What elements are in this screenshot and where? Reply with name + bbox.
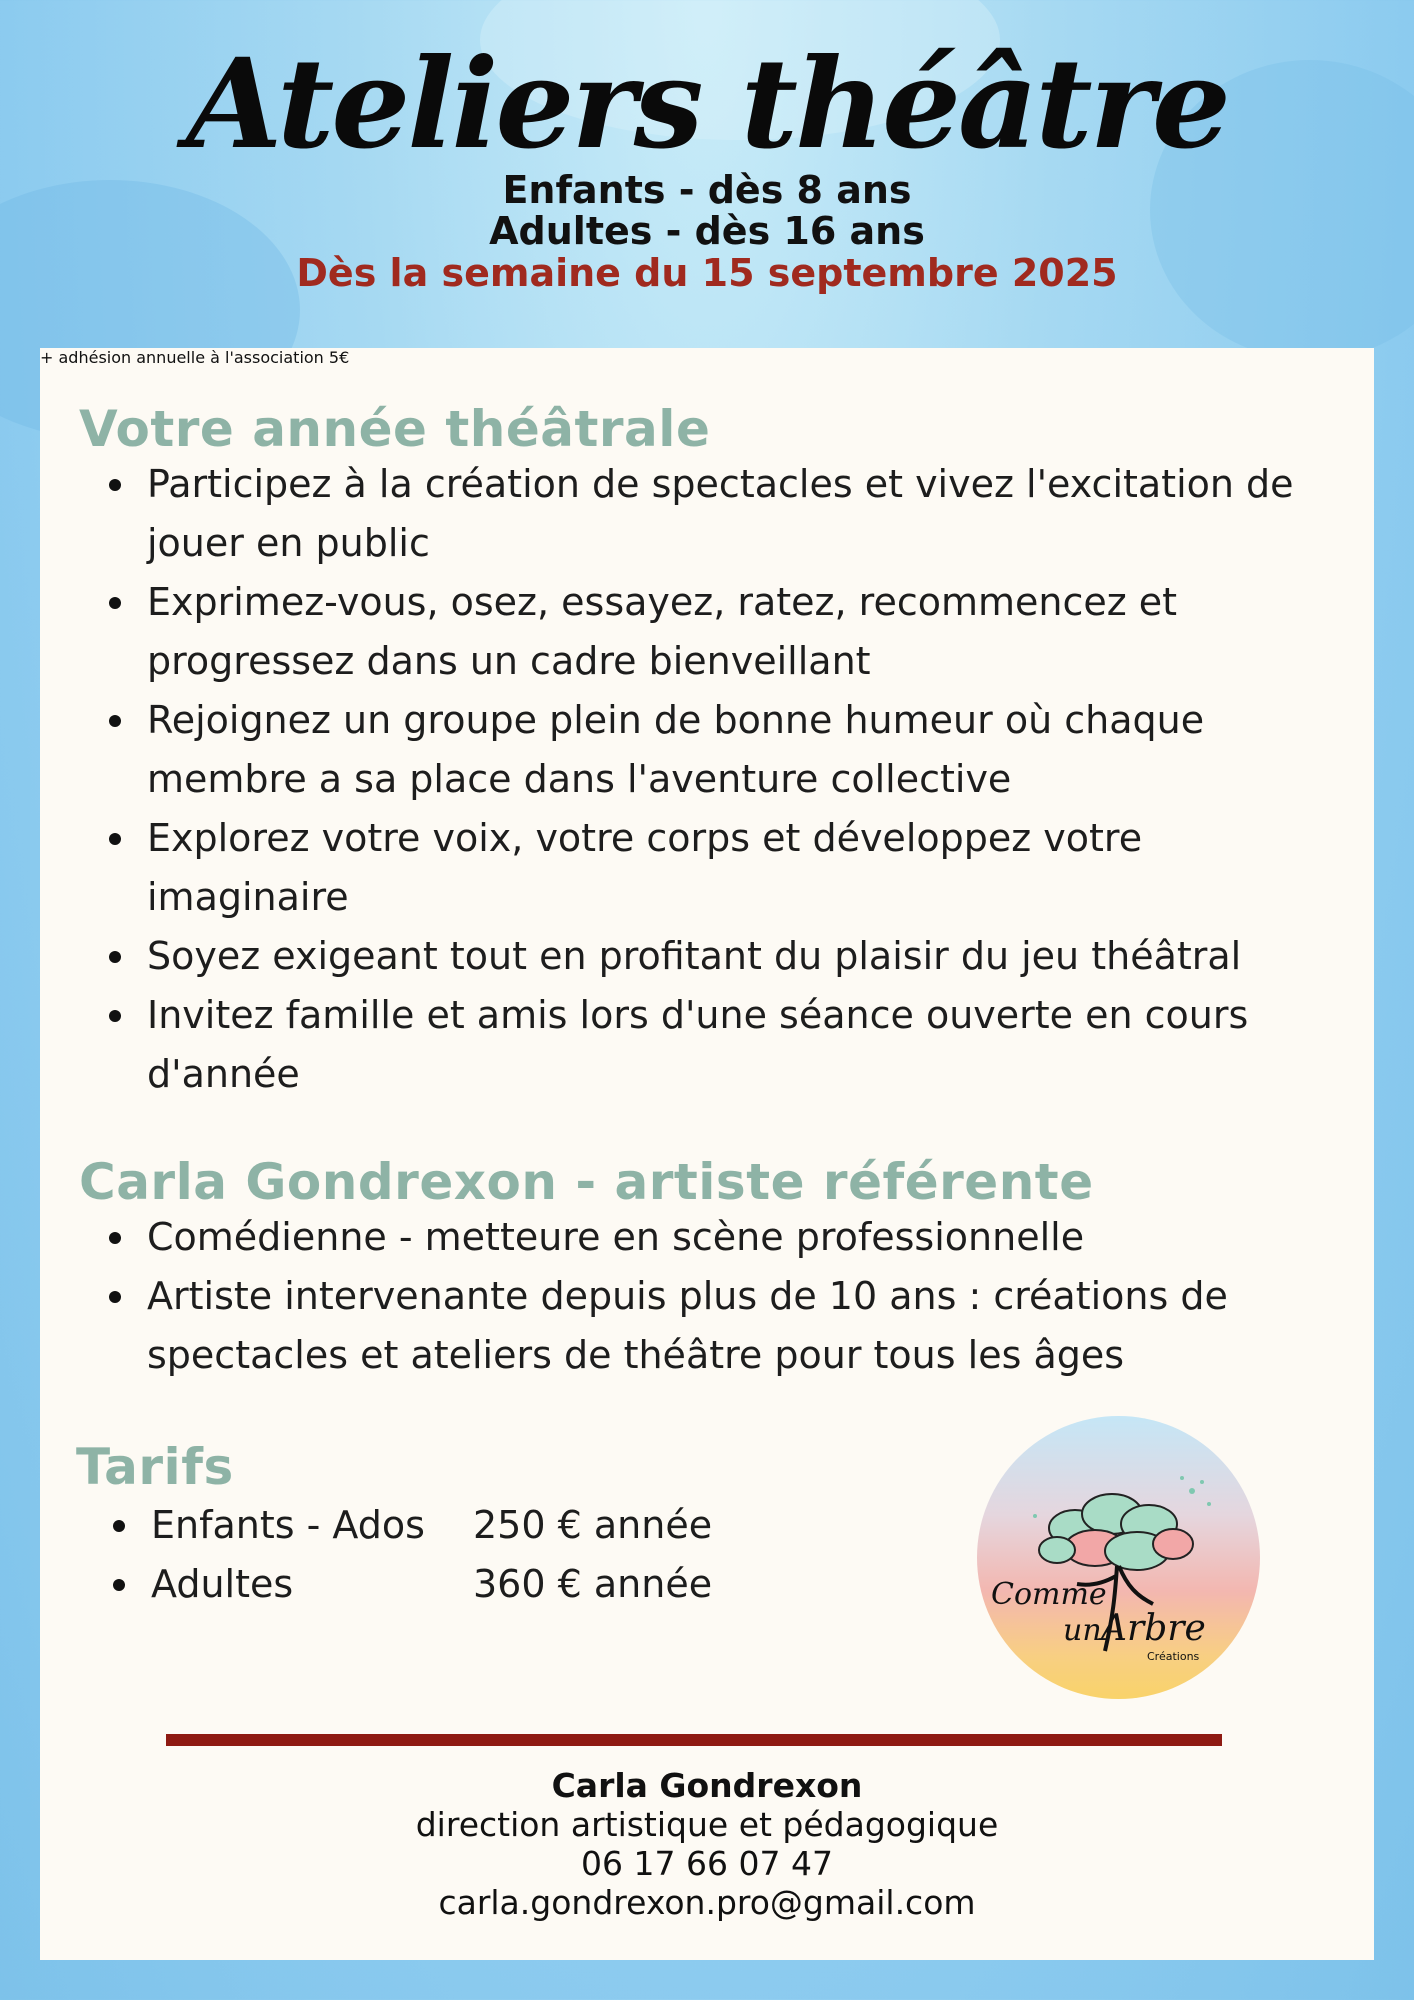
contact-name: Carla Gondrexon — [551, 1766, 863, 1805]
price-value: 250 € année — [473, 1503, 713, 1547]
contact-phone[interactable]: 06 17 66 07 47 — [581, 1844, 833, 1883]
artist-section-title: Carla Gondrexon - artiste référente — [79, 1153, 1094, 1211]
price-label: Adultes — [151, 1562, 294, 1606]
audience-adults: Adultes - dès 16 ans — [489, 209, 925, 253]
price-value: 360 € année — [473, 1562, 713, 1606]
year-section-title: Votre année théâtrale — [79, 400, 711, 458]
page-title: Ateliers théâtre — [186, 32, 1228, 177]
pricing-list — [151, 1496, 851, 1614]
list-item: Explorez votre voix, votre corps et développez votre imaginaire — [147, 809, 1327, 927]
audience-children: Enfants - dès 8 ans — [502, 168, 912, 212]
pricing-title: Tarifs — [76, 1438, 234, 1496]
membership-note: + adhésion annuelle à l'association 5€ — [40, 348, 350, 367]
list-item: Soyez exigeant tout en profitant du plaisir du jeu théâtral — [147, 927, 1327, 986]
contact-footer — [40, 1766, 1374, 1922]
price-row — [151, 1555, 851, 1614]
logo-word: un — [1063, 1613, 1102, 1648]
list-item: Participez à la création de spectacles et vivez l'excitation de jouer en public — [147, 455, 1327, 573]
list-item: Invitez famille et amis lors d'une séance ouverte en cours d'année — [147, 986, 1327, 1104]
start-date: Dès la semaine du 15 septembre 2025 — [296, 251, 1118, 295]
header — [0, 32, 1414, 295]
list-item: Comédienne - metteure en scène professionnelle — [147, 1208, 1327, 1267]
content-card — [40, 348, 1374, 1960]
list-item: Rejoignez un groupe plein de bonne humeur où chaque membre a sa place dans l'aventure collective — [147, 691, 1327, 809]
tree-icon — [977, 1416, 1260, 1699]
price-row — [151, 1496, 851, 1555]
contact-email[interactable]: carla.gondrexon.pro@gmail.com — [438, 1883, 976, 1922]
logo-word: Créations — [1147, 1650, 1200, 1663]
logo-word: Arbre — [1101, 1608, 1206, 1649]
price-label: Enfants - Ados — [151, 1503, 425, 1547]
comme-un-arbre-logo — [977, 1416, 1260, 1699]
contact-role: direction artistique et pédagogique — [415, 1805, 999, 1844]
artist-section-list — [147, 1208, 1327, 1385]
list-item: Artiste intervenante depuis plus de 10 ans : créations de spectacles et ateliers de théâtre pour tous les âges — [147, 1267, 1327, 1385]
footer-divider — [166, 1734, 1222, 1746]
list-item: Exprimez-vous, osez, essayez, ratez, recommencez et progressez dans un cadre bienveillant — [147, 573, 1327, 691]
year-section-list — [147, 455, 1327, 1104]
logo-word: Comme — [991, 1577, 1107, 1612]
